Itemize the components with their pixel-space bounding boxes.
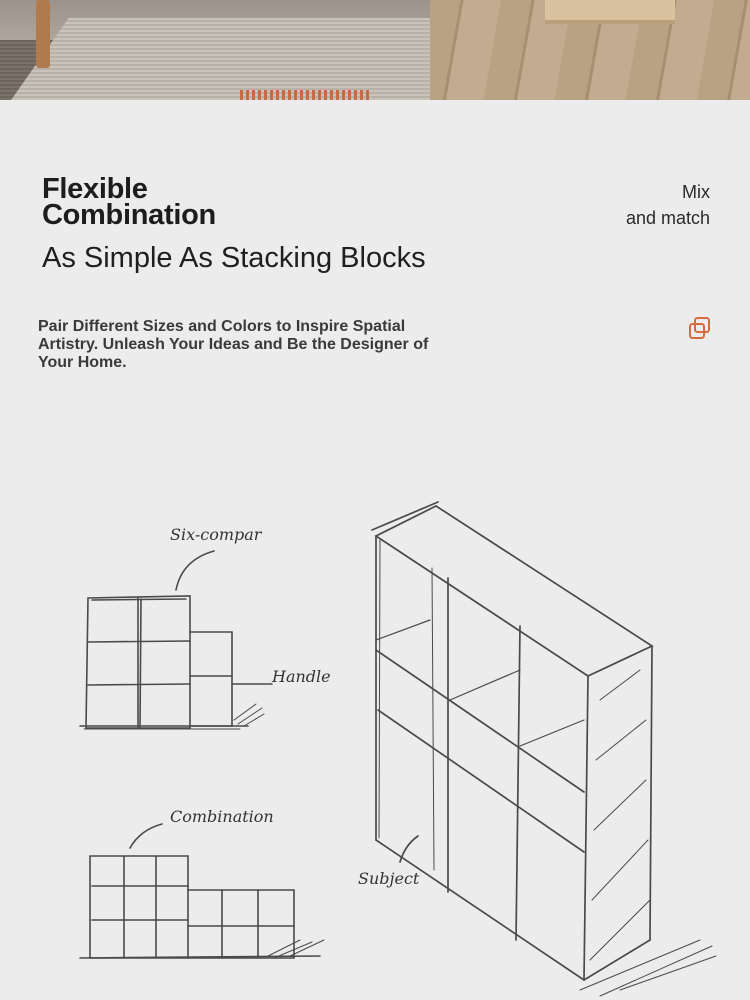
tag-line-1: Mix	[682, 182, 710, 202]
combination-sketch	[80, 824, 324, 958]
room-photo	[0, 0, 750, 100]
overlap-squares-icon	[688, 316, 712, 340]
furniture-sketch	[0, 400, 750, 1000]
six-compartment-sketch	[80, 551, 272, 729]
rug-stripe	[240, 90, 370, 100]
headline-line-1: Flexible	[42, 173, 148, 205]
headline	[42, 173, 216, 231]
label-subject: Subject	[358, 869, 420, 888]
description: Pair Different Sizes and Colors to Inspire Spatial Artistry. Unleash Your Ideas and Be the Designer of Your Home.	[38, 318, 429, 371]
label-six-compar: Six-compar	[170, 525, 262, 544]
label-handle: Handle	[272, 667, 331, 686]
mix-and-match-tag	[626, 179, 710, 231]
tag-line-2: and match	[625, 208, 710, 228]
bookcase-sketch	[372, 502, 716, 996]
cabinet-base	[545, 0, 675, 24]
headline-line-2: Combination	[42, 199, 216, 231]
label-combination: Combination	[170, 807, 274, 826]
subheadline: As Simple As Stacking Blocks	[42, 242, 426, 274]
chair-leg	[36, 0, 50, 68]
